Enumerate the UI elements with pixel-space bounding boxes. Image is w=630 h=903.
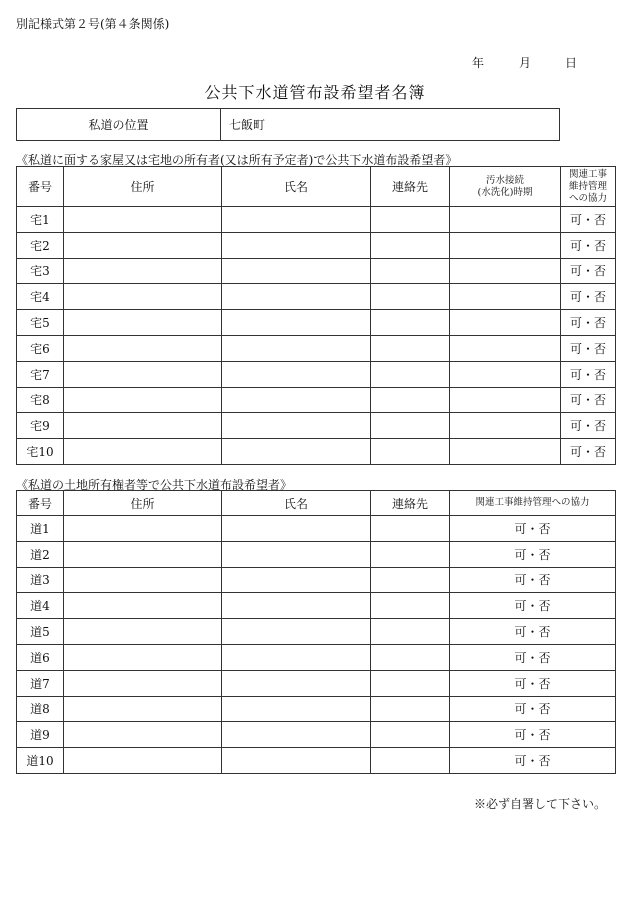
roads-name-cell[interactable] xyxy=(222,722,371,748)
houses-contact-cell[interactable] xyxy=(371,413,450,439)
roads-coop-choice[interactable]: 可・否 xyxy=(450,619,616,645)
houses-name-cell[interactable] xyxy=(222,335,371,361)
date-month-label: 月 xyxy=(519,56,532,70)
houses-header-timing xyxy=(450,167,561,207)
houses-row-number: 宅5 xyxy=(17,310,64,336)
form-code: 別記様式第２号(第４条関係) xyxy=(16,17,170,31)
roads-header-coop: 関連工事維持管理への協力 xyxy=(450,491,616,516)
houses-coop-choice[interactable]: 可・否 xyxy=(561,310,616,336)
houses-coop-choice[interactable]: 可・否 xyxy=(561,413,616,439)
houses-contact-cell[interactable] xyxy=(371,335,450,361)
houses-coop-choice[interactable]: 可・否 xyxy=(561,335,616,361)
houses-contact-cell[interactable] xyxy=(371,207,450,233)
houses-row-number: 宅8 xyxy=(17,387,64,413)
roads-name-cell[interactable] xyxy=(222,696,371,722)
houses-name-cell[interactable] xyxy=(222,207,371,233)
roads-row xyxy=(17,541,616,567)
roads-address-cell[interactable] xyxy=(64,593,222,619)
houses-row-number: 宅10 xyxy=(17,439,64,465)
houses-timing-cell[interactable] xyxy=(450,284,561,310)
houses-address-cell[interactable] xyxy=(64,361,222,387)
location-value[interactable]: 七飯町 xyxy=(221,109,560,141)
roads-header-name: 氏名 xyxy=(222,491,371,516)
houses-coop-choice[interactable]: 可・否 xyxy=(561,361,616,387)
houses-timing-cell[interactable] xyxy=(450,439,561,465)
location-label: 私道の位置 xyxy=(17,109,221,141)
date-day-label: 日 xyxy=(565,56,578,70)
houses-header-coop-line2: 維持管理 xyxy=(568,180,607,192)
houses-timing-cell[interactable] xyxy=(450,232,561,258)
houses-coop-choice[interactable]: 可・否 xyxy=(561,258,616,284)
roads-row-number: 道8 xyxy=(17,696,64,722)
houses-row xyxy=(17,232,616,258)
houses-coop-choice[interactable]: 可・否 xyxy=(561,439,616,465)
roads-address-cell[interactable] xyxy=(64,567,222,593)
roads-contact-cell[interactable] xyxy=(371,722,450,748)
document-title: 公共下水道管布設希望者名簿 xyxy=(204,83,426,102)
roads-address-cell[interactable] xyxy=(64,696,222,722)
houses-timing-cell[interactable] xyxy=(450,387,561,413)
roads-contact-cell[interactable] xyxy=(371,593,450,619)
houses-row-number: 宅4 xyxy=(17,284,64,310)
houses-address-cell[interactable] xyxy=(64,413,222,439)
roads-row xyxy=(17,644,616,670)
houses-row-number: 宅1 xyxy=(17,207,64,233)
houses-contact-cell[interactable] xyxy=(371,232,450,258)
houses-header-timing-line1: 汚水接続 xyxy=(485,174,524,186)
houses-timing-cell[interactable] xyxy=(450,258,561,284)
houses-header-coop-line1: 関連工事 xyxy=(568,168,607,180)
roads-name-cell[interactable] xyxy=(222,541,371,567)
roads-address-cell[interactable] xyxy=(64,619,222,645)
houses-header-address: 住所 xyxy=(64,167,222,207)
roads-address-cell[interactable] xyxy=(64,722,222,748)
roads-contact-cell[interactable] xyxy=(371,516,450,542)
houses-address-cell[interactable] xyxy=(64,310,222,336)
roads-row xyxy=(17,696,616,722)
roads-row-number: 道2 xyxy=(17,541,64,567)
roads-row-number: 道4 xyxy=(17,593,64,619)
houses-name-cell[interactable] xyxy=(222,413,371,439)
roads-row-number: 道10 xyxy=(17,748,64,774)
houses-name-cell[interactable] xyxy=(222,258,371,284)
houses-name-cell[interactable] xyxy=(222,232,371,258)
houses-contact-cell[interactable] xyxy=(371,310,450,336)
houses-row xyxy=(17,439,616,465)
roads-contact-cell[interactable] xyxy=(371,567,450,593)
houses-address-cell[interactable] xyxy=(64,232,222,258)
houses-row-number: 宅9 xyxy=(17,413,64,439)
roads-row xyxy=(17,670,616,696)
houses-name-cell[interactable] xyxy=(222,387,371,413)
roads-header-contact: 連絡先 xyxy=(371,491,450,516)
roads-coop-choice[interactable]: 可・否 xyxy=(450,670,616,696)
houses-coop-choice[interactable]: 可・否 xyxy=(561,387,616,413)
roads-coop-choice[interactable]: 可・否 xyxy=(450,541,616,567)
houses-row-number: 宅7 xyxy=(17,361,64,387)
houses-name-cell[interactable] xyxy=(222,310,371,336)
roads-name-cell[interactable] xyxy=(222,567,371,593)
houses-address-cell[interactable] xyxy=(64,258,222,284)
houses-timing-cell[interactable] xyxy=(450,310,561,336)
roads-row-number: 道9 xyxy=(17,722,64,748)
roads-table xyxy=(16,490,616,774)
houses-contact-cell[interactable] xyxy=(371,439,450,465)
roads-row xyxy=(17,567,616,593)
roads-row-number: 道3 xyxy=(17,567,64,593)
roads-name-cell[interactable] xyxy=(222,619,371,645)
houses-row xyxy=(17,361,616,387)
houses-row xyxy=(17,387,616,413)
roads-name-cell[interactable] xyxy=(222,644,371,670)
houses-contact-cell[interactable] xyxy=(371,258,450,284)
roads-row-number: 道5 xyxy=(17,619,64,645)
signature-note: ※必ず自署して下さい。 xyxy=(473,797,606,811)
roads-row xyxy=(17,593,616,619)
roads-contact-cell[interactable] xyxy=(371,541,450,567)
roads-name-cell[interactable] xyxy=(222,748,371,774)
houses-row xyxy=(17,310,616,336)
roads-coop-choice[interactable]: 可・否 xyxy=(450,516,616,542)
roads-row xyxy=(17,748,616,774)
roads-address-cell[interactable] xyxy=(64,670,222,696)
roads-coop-choice[interactable]: 可・否 xyxy=(450,567,616,593)
roads-address-cell[interactable] xyxy=(64,516,222,542)
roads-coop-choice[interactable]: 可・否 xyxy=(450,722,616,748)
roads-contact-cell[interactable] xyxy=(371,644,450,670)
houses-row xyxy=(17,207,616,233)
houses-name-cell[interactable] xyxy=(222,439,371,465)
houses-address-cell[interactable] xyxy=(64,335,222,361)
roads-coop-choice[interactable]: 可・否 xyxy=(450,644,616,670)
houses-header-coop-line3: への協力 xyxy=(568,192,607,204)
roads-row-number: 道1 xyxy=(17,516,64,542)
roads-address-cell[interactable] xyxy=(64,644,222,670)
roads-name-cell[interactable] xyxy=(222,516,371,542)
roads-contact-cell[interactable] xyxy=(371,670,450,696)
houses-name-cell[interactable] xyxy=(222,361,371,387)
houses-row-number: 宅2 xyxy=(17,232,64,258)
roads-row-number: 道6 xyxy=(17,644,64,670)
roads-header-num: 番号 xyxy=(17,491,64,516)
houses-coop-choice[interactable]: 可・否 xyxy=(561,207,616,233)
roads-address-cell[interactable] xyxy=(64,748,222,774)
houses-address-cell[interactable] xyxy=(64,439,222,465)
roads-contact-cell[interactable] xyxy=(371,696,450,722)
roads-name-cell[interactable] xyxy=(222,670,371,696)
houses-row-number: 宅3 xyxy=(17,258,64,284)
roads-name-cell[interactable] xyxy=(222,593,371,619)
houses-header-coop xyxy=(561,167,616,207)
roads-coop-choice[interactable]: 可・否 xyxy=(450,696,616,722)
houses-row xyxy=(17,413,616,439)
houses-address-cell[interactable] xyxy=(64,207,222,233)
roads-row xyxy=(17,619,616,645)
houses-row xyxy=(17,335,616,361)
houses-contact-cell[interactable] xyxy=(371,387,450,413)
houses-row xyxy=(17,284,616,310)
date-year-label: 年 xyxy=(472,56,485,70)
houses-timing-cell[interactable] xyxy=(450,207,561,233)
roads-coop-choice[interactable]: 可・否 xyxy=(450,748,616,774)
houses-contact-cell[interactable] xyxy=(371,361,450,387)
houses-header-contact: 連絡先 xyxy=(371,167,450,207)
roads-address-cell[interactable] xyxy=(64,541,222,567)
roads-contact-cell[interactable] xyxy=(371,748,450,774)
roads-row-number: 道7 xyxy=(17,670,64,696)
houses-address-cell[interactable] xyxy=(64,284,222,310)
houses-row-number: 宅6 xyxy=(17,335,64,361)
houses-header-timing-line2: (水洗化)時期 xyxy=(477,186,533,198)
houses-timing-cell[interactable] xyxy=(450,413,561,439)
houses-contact-cell[interactable] xyxy=(371,284,450,310)
houses-row xyxy=(17,258,616,284)
houses-address-cell[interactable] xyxy=(64,387,222,413)
houses-timing-cell[interactable] xyxy=(450,335,561,361)
roads-row xyxy=(17,516,616,542)
roads-contact-cell[interactable] xyxy=(371,619,450,645)
houses-table xyxy=(16,166,616,465)
houses-coop-choice[interactable]: 可・否 xyxy=(561,284,616,310)
roads-row xyxy=(17,722,616,748)
roads-coop-choice[interactable]: 可・否 xyxy=(450,593,616,619)
houses-timing-cell[interactable] xyxy=(450,361,561,387)
houses-caption: 《私道に面する家屋又は宅地の所有者(又は所有予定者)で公共下水道布設希望者》 xyxy=(16,153,458,167)
houses-header-name: 氏名 xyxy=(222,167,371,207)
houses-header-num: 番号 xyxy=(17,167,64,207)
houses-name-cell[interactable] xyxy=(222,284,371,310)
roads-caption: 《私道の土地所有権者等で公共下水道布設希望者》 xyxy=(16,478,293,492)
roads-header-address: 住所 xyxy=(64,491,222,516)
location-table xyxy=(16,108,560,141)
houses-coop-choice[interactable]: 可・否 xyxy=(561,232,616,258)
